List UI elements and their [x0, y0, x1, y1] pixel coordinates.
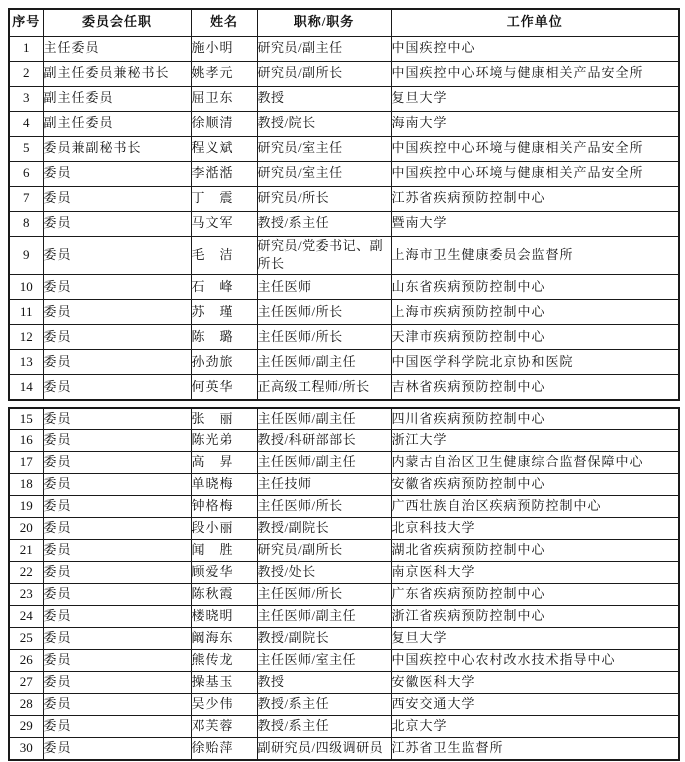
cell-position: 委员: [43, 540, 191, 562]
cell-title: 教授/院长: [257, 111, 391, 136]
cell-no: 2: [9, 61, 43, 86]
cell-name: 石 峰: [191, 275, 257, 300]
cell-no: 3: [9, 86, 43, 111]
cell-no: 11: [9, 300, 43, 325]
cell-title: 主任医师/所长: [257, 584, 391, 606]
table-row: [9, 211, 679, 236]
cell-title: 主任医师/室主任: [257, 650, 391, 672]
cell-no: 28: [9, 694, 43, 716]
cell-position: 委员: [43, 628, 191, 650]
cell-org: 复旦大学: [391, 628, 679, 650]
cell-org: 天津市疾病预防控制中心: [391, 325, 679, 350]
cell-title: 研究员/党委书记、副所长: [257, 236, 391, 275]
cell-title: 教授/系主任: [257, 716, 391, 738]
cell-org: 湖北省疾病预防控制中心: [391, 540, 679, 562]
table-body-section-2: [9, 408, 679, 760]
cell-name: 李湉湉: [191, 161, 257, 186]
cell-position: 委员: [43, 300, 191, 325]
cell-no: 23: [9, 584, 43, 606]
table-row: [9, 111, 679, 136]
cell-name: 毛 洁: [191, 236, 257, 275]
table-row: [9, 408, 679, 430]
cell-title: 研究员/室主任: [257, 161, 391, 186]
cell-no: 4: [9, 111, 43, 136]
cell-position: 委员: [43, 325, 191, 350]
cell-name: 陈光弟: [191, 430, 257, 452]
cell-position: 委员: [43, 408, 191, 430]
cell-org: 上海市卫生健康委员会监督所: [391, 236, 679, 275]
cell-title: 研究员/副所长: [257, 540, 391, 562]
table-row: [9, 36, 679, 61]
cell-title: 主任医师: [257, 275, 391, 300]
committee-table-section-1: [8, 8, 680, 401]
table-row: [9, 275, 679, 300]
cell-title: 教授/系主任: [257, 211, 391, 236]
column-header-no: 序号: [9, 9, 43, 36]
cell-name: 丁 震: [191, 186, 257, 211]
cell-no: 13: [9, 350, 43, 375]
table-row: [9, 61, 679, 86]
cell-title: 教授/系主任: [257, 694, 391, 716]
cell-no: 15: [9, 408, 43, 430]
cell-title: 主任医师/副主任: [257, 452, 391, 474]
column-header-org: 工作单位: [391, 9, 679, 36]
table-row: [9, 350, 679, 375]
cell-name: 陈 璐: [191, 325, 257, 350]
table-row: [9, 672, 679, 694]
cell-org: 安徽省疾病预防控制中心: [391, 474, 679, 496]
cell-title: 教授/副院长: [257, 518, 391, 540]
cell-position: 副主任委员: [43, 86, 191, 111]
table-row: [9, 186, 679, 211]
cell-name: 陈秋霞: [191, 584, 257, 606]
cell-org: 广西壮族自治区疾病预防控制中心: [391, 496, 679, 518]
cell-title: 副研究员/四级调研员: [257, 738, 391, 760]
cell-org: 中国疾控中心环境与健康相关产品安全所: [391, 61, 679, 86]
cell-name: 程义斌: [191, 136, 257, 161]
cell-position: 委员: [43, 518, 191, 540]
cell-name: 孙劲旅: [191, 350, 257, 375]
cell-name: 何英华: [191, 375, 257, 400]
cell-position: 委员: [43, 650, 191, 672]
cell-name: 徐贻萍: [191, 738, 257, 760]
cell-name: 高 昇: [191, 452, 257, 474]
cell-position: 委员: [43, 562, 191, 584]
cell-position: 委员: [43, 275, 191, 300]
table-row: [9, 562, 679, 584]
cell-org: 广东省疾病预防控制中心: [391, 584, 679, 606]
cell-name: 熊传龙: [191, 650, 257, 672]
cell-position: 主任委员: [43, 36, 191, 61]
cell-name: 楼晓明: [191, 606, 257, 628]
cell-org: 安徽医科大学: [391, 672, 679, 694]
cell-no: 5: [9, 136, 43, 161]
cell-name: 施小明: [191, 36, 257, 61]
cell-org: 吉林省疾病预防控制中心: [391, 375, 679, 400]
cell-no: 22: [9, 562, 43, 584]
cell-name: 苏 瑾: [191, 300, 257, 325]
cell-title: 正高级工程师/所长: [257, 375, 391, 400]
cell-no: 27: [9, 672, 43, 694]
cell-org: 四川省疾病预防控制中心: [391, 408, 679, 430]
cell-no: 12: [9, 325, 43, 350]
cell-no: 19: [9, 496, 43, 518]
cell-no: 30: [9, 738, 43, 760]
cell-title: 教授/副院长: [257, 628, 391, 650]
cell-name: 徐顺清: [191, 111, 257, 136]
cell-no: 24: [9, 606, 43, 628]
cell-title: 主任医师/所长: [257, 300, 391, 325]
cell-name: 闻 胜: [191, 540, 257, 562]
cell-title: 教授/科研部部长: [257, 430, 391, 452]
table-row: [9, 161, 679, 186]
cell-org: 内蒙古自治区卫生健康综合监督保障中心: [391, 452, 679, 474]
cell-org: 江苏省疾病预防控制中心: [391, 186, 679, 211]
cell-no: 14: [9, 375, 43, 400]
cell-position: 委员: [43, 375, 191, 400]
table-row: [9, 300, 679, 325]
cell-no: 18: [9, 474, 43, 496]
cell-no: 10: [9, 275, 43, 300]
cell-name: 操基玉: [191, 672, 257, 694]
cell-org: 山东省疾病预防控制中心: [391, 275, 679, 300]
table-row: [9, 474, 679, 496]
cell-no: 16: [9, 430, 43, 452]
cell-no: 20: [9, 518, 43, 540]
table-row: [9, 236, 679, 275]
cell-no: 21: [9, 540, 43, 562]
cell-position: 委员: [43, 738, 191, 760]
cell-org: 中国疾控中心环境与健康相关产品安全所: [391, 136, 679, 161]
column-header-position: 委员会任职: [43, 9, 191, 36]
cell-no: 8: [9, 211, 43, 236]
cell-position: 委员: [43, 452, 191, 474]
cell-org: 浙江大学: [391, 430, 679, 452]
table-row: [9, 628, 679, 650]
table-row: [9, 738, 679, 760]
cell-name: 阚海东: [191, 628, 257, 650]
cell-org: 江苏省卫生监督所: [391, 738, 679, 760]
table-header-row: [9, 9, 679, 36]
cell-position: 副主任委员兼秘书长: [43, 61, 191, 86]
cell-org: 中国疾控中心环境与健康相关产品安全所: [391, 161, 679, 186]
column-header-name: 姓名: [191, 9, 257, 36]
cell-title: 研究员/副主任: [257, 36, 391, 61]
cell-title: 主任医师/副主任: [257, 408, 391, 430]
cell-position: 委员: [43, 211, 191, 236]
cell-no: 25: [9, 628, 43, 650]
cell-no: 26: [9, 650, 43, 672]
committee-table-section-2: [8, 407, 680, 761]
table-row: [9, 584, 679, 606]
cell-org: 北京大学: [391, 716, 679, 738]
cell-position: 委员: [43, 186, 191, 211]
cell-position: 副主任委员: [43, 111, 191, 136]
table-row: [9, 136, 679, 161]
table-body-section-1: [9, 36, 679, 400]
cell-name: 吴少伟: [191, 694, 257, 716]
cell-title: 主任医师/副主任: [257, 350, 391, 375]
cell-title: 主任医师/所长: [257, 496, 391, 518]
cell-title: 主任技师: [257, 474, 391, 496]
table-row: [9, 694, 679, 716]
table-row: [9, 540, 679, 562]
cell-title: 教授/处长: [257, 562, 391, 584]
cell-position: 委员: [43, 694, 191, 716]
table-row: [9, 325, 679, 350]
cell-position: 委员: [43, 474, 191, 496]
table-row: [9, 86, 679, 111]
cell-title: 教授: [257, 86, 391, 111]
cell-no: 9: [9, 236, 43, 275]
cell-title: 主任医师/所长: [257, 325, 391, 350]
table-row: [9, 496, 679, 518]
cell-position: 委员: [43, 161, 191, 186]
cell-name: 单晓梅: [191, 474, 257, 496]
cell-title: 研究员/副所长: [257, 61, 391, 86]
cell-org: 中国疾控中心农村改水技术指导中心: [391, 650, 679, 672]
cell-title: 研究员/室主任: [257, 136, 391, 161]
cell-position: 委员: [43, 672, 191, 694]
cell-org: 南京医科大学: [391, 562, 679, 584]
cell-title: 教授: [257, 672, 391, 694]
cell-no: 6: [9, 161, 43, 186]
cell-no: 1: [9, 36, 43, 61]
cell-org: 浙江省疾病预防控制中心: [391, 606, 679, 628]
cell-org: 中国医学科学院北京协和医院: [391, 350, 679, 375]
cell-name: 张 丽: [191, 408, 257, 430]
cell-name: 邓芙蓉: [191, 716, 257, 738]
cell-position: 委员: [43, 430, 191, 452]
column-header-title: 职称/职务: [257, 9, 391, 36]
table-row: [9, 716, 679, 738]
cell-org: 西安交通大学: [391, 694, 679, 716]
cell-title: 研究员/所长: [257, 186, 391, 211]
cell-position: 委员兼副秘书长: [43, 136, 191, 161]
cell-org: 中国疾控中心: [391, 36, 679, 61]
table-row: [9, 375, 679, 400]
table-row: [9, 430, 679, 452]
cell-no: 17: [9, 452, 43, 474]
cell-name: 姚孝元: [191, 61, 257, 86]
cell-position: 委员: [43, 606, 191, 628]
table-row: [9, 650, 679, 672]
cell-no: 7: [9, 186, 43, 211]
cell-position: 委员: [43, 350, 191, 375]
cell-name: 马文军: [191, 211, 257, 236]
table-row: [9, 518, 679, 540]
cell-org: 复旦大学: [391, 86, 679, 111]
cell-position: 委员: [43, 496, 191, 518]
cell-name: 屈卫东: [191, 86, 257, 111]
table-row: [9, 452, 679, 474]
cell-org: 暨南大学: [391, 211, 679, 236]
cell-name: 段小丽: [191, 518, 257, 540]
table-row: [9, 606, 679, 628]
cell-org: 北京科技大学: [391, 518, 679, 540]
cell-org: 海南大学: [391, 111, 679, 136]
cell-no: 29: [9, 716, 43, 738]
cell-position: 委员: [43, 716, 191, 738]
cell-title: 主任医师/副主任: [257, 606, 391, 628]
cell-position: 委员: [43, 584, 191, 606]
cell-position: 委员: [43, 236, 191, 275]
cell-name: 钟格梅: [191, 496, 257, 518]
cell-org: 上海市疾病预防控制中心: [391, 300, 679, 325]
cell-name: 顾爱华: [191, 562, 257, 584]
